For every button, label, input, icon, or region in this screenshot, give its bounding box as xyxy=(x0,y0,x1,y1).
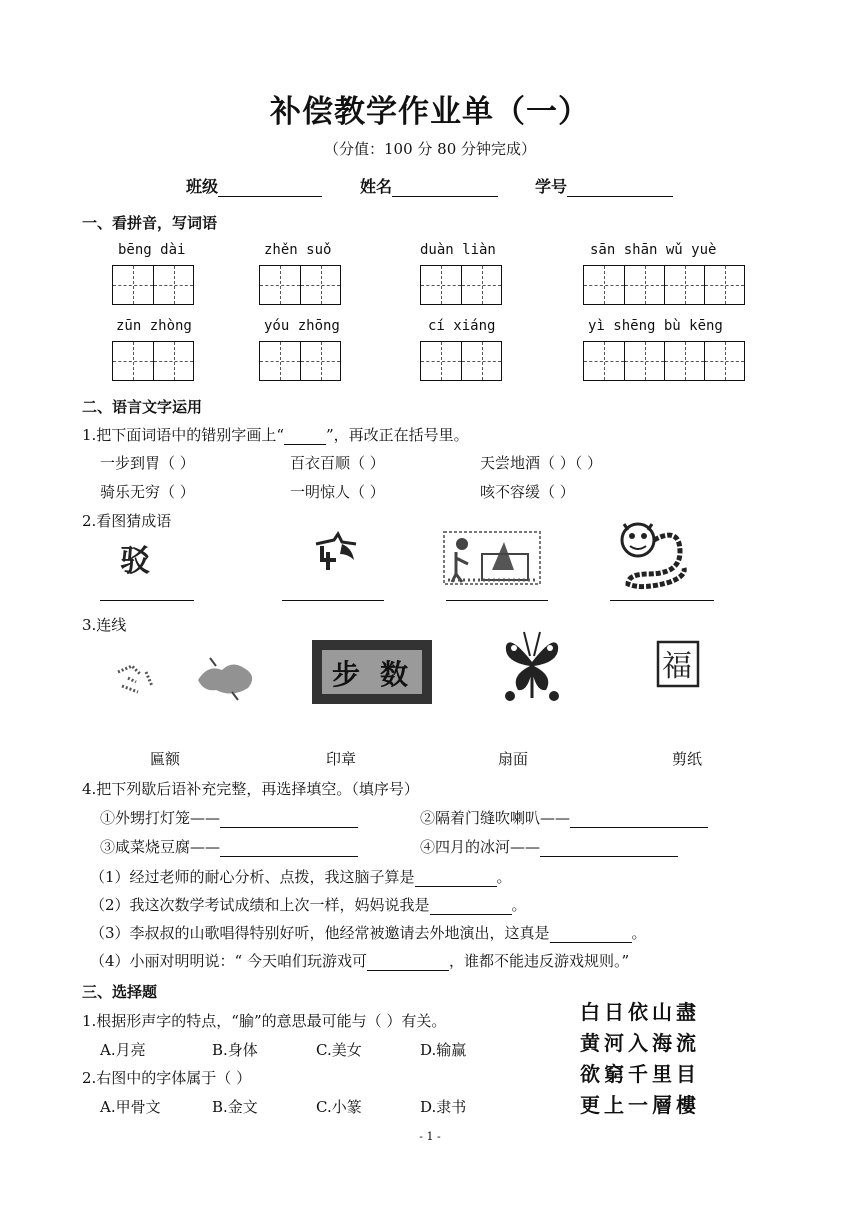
s3-q2-option-a[interactable]: A.甲骨文 xyxy=(100,1098,161,1116)
riddle-answer-line-3[interactable] xyxy=(446,600,548,601)
underline-sample xyxy=(284,428,326,445)
class-field[interactable] xyxy=(186,174,322,197)
fill-blank-3[interactable] xyxy=(550,926,632,943)
writing-grid-3[interactable] xyxy=(420,265,502,305)
pinyin-4: sān shān wǔ yuè xyxy=(590,242,717,258)
writing-grid-2[interactable] xyxy=(259,265,341,305)
pinyin-7: cí xiáng xyxy=(428,318,496,334)
poem-line-4: 更上一層樓 xyxy=(580,1093,700,1117)
seal-picture xyxy=(656,640,700,692)
papercut-picture xyxy=(500,626,566,706)
fill-blank-4[interactable] xyxy=(367,954,449,971)
pinyin-6: yóu zhōng xyxy=(264,318,340,334)
q2-prompt: 2.看图猜成语 xyxy=(82,512,172,530)
saying-1: ①外甥打灯笼—— xyxy=(100,807,358,828)
idiom-item-3[interactable]: 天尝地酒（ ）（ ） xyxy=(480,454,603,472)
pinyin-8: yì shēng bù kēng xyxy=(588,318,723,334)
pinyin-2: zhěn suǒ xyxy=(264,242,332,258)
s3-q1-option-b[interactable]: B.身体 xyxy=(212,1041,258,1059)
riddle-picture-1 xyxy=(118,535,166,587)
idiom-item-1[interactable]: 一步到胃（ ） xyxy=(100,454,195,472)
pinyin-3: duàn liàn xyxy=(420,242,496,258)
section2-heading: 二、语言文字运用 xyxy=(82,398,203,416)
saying-4-blank[interactable] xyxy=(540,840,678,857)
q3-prompt: 3.连线 xyxy=(82,616,127,634)
pinyin-1: bēng dài xyxy=(118,242,186,258)
id-label: 学号 xyxy=(535,177,568,196)
idiom-item-6[interactable]: 咳不容缓（ ） xyxy=(480,483,575,501)
fill-sentence-1: （1）经过老师的耐心分析、点拨，我这脑子算是 。 xyxy=(90,868,512,886)
section1-heading: 一、看拼音，写词语 xyxy=(82,214,218,232)
name-blank[interactable] xyxy=(392,180,498,197)
writing-grid-6[interactable] xyxy=(259,341,341,381)
fan-picture xyxy=(112,652,262,708)
id-field[interactable] xyxy=(535,174,673,197)
class-label: 班级 xyxy=(186,177,219,196)
riddle-answer-line-1[interactable] xyxy=(100,600,194,601)
fill-blank-1[interactable] xyxy=(415,870,497,887)
writing-grid-5[interactable] xyxy=(112,341,194,381)
s3-q2-prompt: 2.右图中的字体属于（ ） xyxy=(82,1069,252,1087)
fill-blank-2[interactable] xyxy=(430,898,512,915)
s3-q2-option-b[interactable]: B.金文 xyxy=(212,1098,258,1116)
name-field[interactable] xyxy=(360,174,498,197)
saying-4: ④四月的冰河—— xyxy=(420,836,678,857)
id-blank[interactable] xyxy=(567,180,673,197)
riddle-picture-2 xyxy=(312,530,362,582)
s3-q2-option-d[interactable]: D.隶书 xyxy=(420,1098,467,1116)
saying-2-blank[interactable] xyxy=(570,811,708,828)
saying-3-blank[interactable] xyxy=(220,840,358,857)
saying-3: ③咸菜烧豆腐—— xyxy=(100,836,358,857)
idiom-item-2[interactable]: 百衣百顺（ ） xyxy=(290,454,385,472)
riddle-picture-3 xyxy=(442,524,542,590)
poem-line-1: 白日依山盡 xyxy=(580,1000,700,1024)
s3-q1-option-c[interactable]: C.美女 xyxy=(316,1041,362,1059)
page-subtitle: （分值：100 分 80 分钟完成） xyxy=(323,140,537,158)
seal-char: 福 xyxy=(662,649,692,684)
q4-prompt: 4.把下列歇后语补充完整，再选择填空。（填序号） xyxy=(82,780,419,798)
match-label-plaque: 匾额 xyxy=(150,750,181,768)
match-label-papercut: 剪纸 xyxy=(672,750,703,768)
writing-grid-1[interactable] xyxy=(112,265,194,305)
pinyin-5: zūn zhòng xyxy=(116,318,192,334)
idiom-item-5[interactable]: 一明惊人（ ） xyxy=(290,483,385,501)
riddle-char: 驳 xyxy=(120,544,150,579)
fill-sentence-3: （3）李叔叔的山歌唱得特别好听，他经常被邀请去外地演出，这真是 。 xyxy=(90,924,647,942)
match-label-fan: 扇面 xyxy=(498,750,529,768)
q1-prompt: 1.把下面词语中的错别字画上“ ”，再改正在括号里。 xyxy=(82,426,469,444)
plaque-char-1: 步 xyxy=(332,658,361,691)
match-label-seal: 印章 xyxy=(326,750,357,768)
fill-sentence-4: （4）小丽对明明说：“ 今天咱们玩游戏可 ，谁都不能违反游戏规则。” xyxy=(90,952,630,970)
writing-grid-4[interactable] xyxy=(583,265,745,305)
poem-line-2: 黄河入海流 xyxy=(580,1031,700,1055)
plaque-char-2: 数 xyxy=(380,658,409,691)
s3-q1-option-d[interactable]: D.输赢 xyxy=(420,1041,467,1059)
writing-grid-7[interactable] xyxy=(420,341,502,381)
section3-heading: 三、选择题 xyxy=(82,983,158,1001)
writing-grid-8[interactable] xyxy=(583,341,745,381)
riddle-answer-line-2[interactable] xyxy=(282,600,384,601)
riddle-answer-line-4[interactable] xyxy=(610,600,714,601)
s3-q1-option-a[interactable]: A.月亮 xyxy=(100,1041,146,1059)
s3-q1-prompt: 1.根据形声字的特点，“腧”的意思最可能与（ ）有关。 xyxy=(82,1012,447,1030)
saying-2: ②隔着门缝吹喇叭—— xyxy=(420,807,708,828)
page-number: - 1 - xyxy=(419,1130,441,1143)
name-label: 姓名 xyxy=(360,177,393,196)
poem-line-3: 欲窮千里目 xyxy=(580,1062,700,1086)
s3-q2-option-c[interactable]: C.小篆 xyxy=(316,1098,362,1116)
fill-sentence-2: （2）我这次数学考试成绩和上次一样，妈妈说我是 。 xyxy=(90,896,527,914)
saying-1-blank[interactable] xyxy=(220,811,358,828)
idiom-item-4[interactable]: 骑乐无穷（ ） xyxy=(100,483,195,501)
class-blank[interactable] xyxy=(218,180,322,197)
page-title: 补偿教学作业单（一） xyxy=(270,94,590,130)
plaque-picture xyxy=(310,636,434,712)
riddle-picture-4 xyxy=(614,518,694,598)
